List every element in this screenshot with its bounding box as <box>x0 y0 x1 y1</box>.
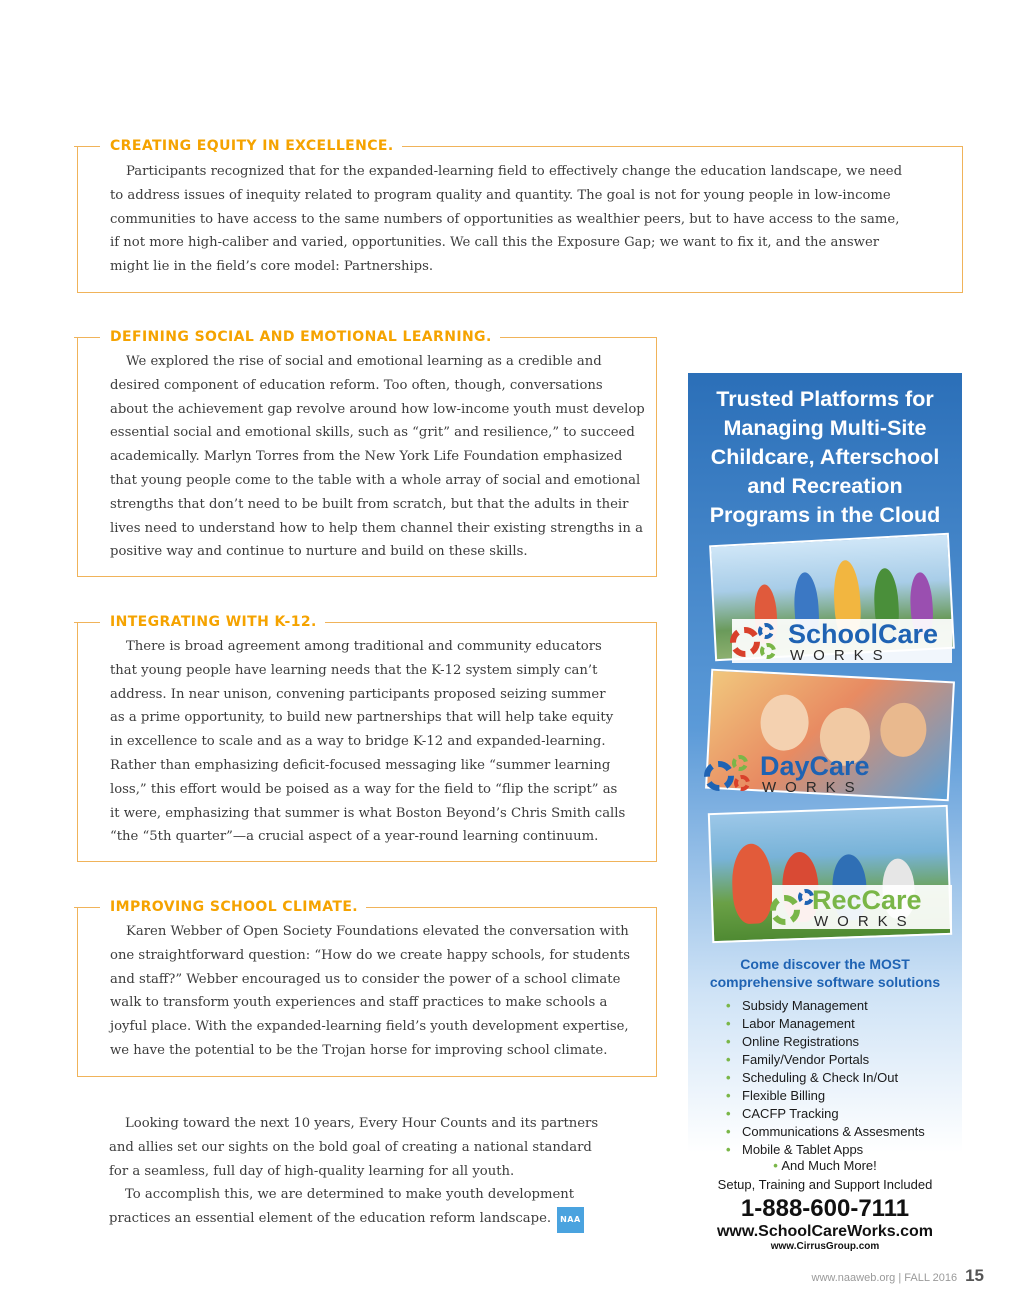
text-line: that young people have learning needs that the K-12 system simply can’t <box>110 662 598 678</box>
feature-item: • Labor Management <box>726 1015 925 1033</box>
ad-title <box>688 385 962 530</box>
ad-title-line: Trusted Platforms for <box>716 387 934 411</box>
text-line: To accomplish this, we are determined to make youth development <box>125 1187 575 1203</box>
brand-name: SchoolCare <box>788 619 939 649</box>
ad-title-line: Programs in the Cloud <box>709 503 941 527</box>
section-k12 <box>77 614 657 862</box>
text-line: as a prime opportunity, to build new partnerships that will help take equity <box>110 710 614 726</box>
gear-icon <box>732 755 748 771</box>
page-number: 15 <box>965 1266 984 1285</box>
reccare-brand <box>772 885 952 929</box>
gear-icon <box>758 623 774 639</box>
text-line: practices an essential element of the education reform landscape. <box>109 1211 552 1227</box>
text-line: Rather than emphasizing deficit-focused messaging like “summer learning <box>110 757 611 773</box>
section-body <box>110 160 940 279</box>
setup-text: Setup, Training and Support Included <box>717 1177 933 1192</box>
text-line: Karen Webber of Open Society Foundations elevated the conversation with <box>126 924 629 939</box>
advertisement[interactable] <box>688 373 962 1259</box>
naa-logo-badge: NAA <box>557 1207 584 1233</box>
text-line: joyful place. With the expanded-learning field’s youth development expertise, <box>110 1019 629 1035</box>
text-line: might lie in the field’s core model: Partnerships. <box>110 259 434 275</box>
ad-title-line: and Recreation <box>747 474 903 498</box>
schoolcare-brand <box>732 619 952 663</box>
text-line: about the achievement gap revolve around how low-income youth must develop <box>110 401 645 417</box>
text-line: for a seamless, full day of high-quality learning for all youth. <box>109 1163 515 1179</box>
schoolcareworks-link[interactable]: www.SchoolCareWorks.com <box>716 1223 934 1240</box>
feature-item: • Online Registrations <box>726 1033 925 1051</box>
text-line: and staff?” Webber encouraged us to consider the power of a school climate <box>110 971 621 987</box>
text-line: loss,” this effort would be poised as a way for the field to “flip the script” as <box>110 781 618 797</box>
section-body <box>110 635 650 849</box>
text-line: in excellence to scale and as a way to bridge K-12 and expanded-learning. <box>110 734 606 750</box>
section-sel <box>77 329 657 577</box>
phone-number[interactable]: 1-888-600-7111 <box>740 1195 910 1222</box>
cirrusgroup-link[interactable]: www.CirrusGroup.com <box>770 1241 880 1252</box>
text-line-last <box>109 1207 629 1233</box>
section-climate <box>77 899 657 1077</box>
text-line: Looking toward the next 10 years, Every Hour Counts and its partners <box>125 1116 599 1131</box>
text-line: that young people come to the table with a whole array of social and emotional <box>110 472 641 488</box>
text-line: and allies set our sights on the bold goal of creating a national standard <box>109 1139 592 1155</box>
text-line: communities to have access to the same numbers of opportunities as wealthier peers, but to have access to the same, <box>110 211 900 227</box>
discover-line: Come discover the MOST <box>740 956 910 972</box>
feature-item: • Flexible Billing <box>726 1087 925 1105</box>
text-line: lives need to understand how to help them channel their existing strengths in a <box>110 520 643 536</box>
feature-item: • Scheduling & Check In/Out <box>726 1069 925 1087</box>
ad-title-line: Childcare, Afterschool <box>710 445 940 469</box>
text-line: strengths that don’t need to be built from scratch, but that the adults in their <box>110 496 629 512</box>
text-line: if not more high-caliber and varied, opportunities. We call this the Exposure Gap; we want to fix it, and the answer <box>110 235 880 251</box>
section-heading: IMPROVING SCHOOL CLIMATE. <box>100 897 366 917</box>
brand-works: WORKS <box>814 913 916 930</box>
section-body <box>110 350 650 564</box>
text-line: we have the potential to be the Trojan horse for improving school climate. <box>110 1042 608 1058</box>
brand-works: WORKS <box>762 779 864 796</box>
closing-text <box>109 1112 629 1233</box>
ad-title-line: Managing Multi-Site <box>723 416 927 440</box>
brand-works: WORKS <box>790 647 892 664</box>
gear-icon <box>760 643 776 659</box>
and-more-text: • And Much More! <box>773 1158 877 1173</box>
feature-item: • Subsidy Management <box>726 997 925 1015</box>
ad-discover-text <box>688 955 962 991</box>
discover-line: comprehensive software solutions <box>709 974 941 990</box>
text-line: positive way and continue to nurture and build on these skills. <box>110 544 528 560</box>
feature-item: • Mobile & Tablet Apps <box>726 1141 925 1159</box>
text-line: walk to transform youth experiences and staff practices to make schools a <box>110 995 608 1011</box>
text-line: Participants recognized that for the expanded-learning field to effectively change the education landscape, we need <box>126 164 903 179</box>
section-equity <box>77 138 963 293</box>
feature-item: • Communications & Assesments <box>726 1123 925 1141</box>
text-line: address. In near unison, convening participants proposed seizing summer <box>110 686 606 702</box>
feature-list <box>726 997 925 1159</box>
text-line: one straightforward question: “How do we create happy schools, for students <box>110 947 631 963</box>
text-line: it were, emphasizing that summer is what Boston Beyond’s Chris Smith calls <box>110 805 626 821</box>
page-footer <box>812 1266 984 1286</box>
feature-item: • CACFP Tracking <box>726 1105 925 1123</box>
gear-icon <box>734 775 750 791</box>
gear-icon <box>730 627 760 657</box>
text-line: to address issues of inequity related to program quality and quantity. The goal is not for young people in low-income <box>110 187 891 203</box>
text-line: “the “5th quarter”—a crucial aspect of a year-round learning continuum. <box>110 829 599 845</box>
text-line: We explored the rise of social and emotional learning as a credible and <box>126 354 602 369</box>
feature-item: • Family/Vendor Portals <box>726 1051 925 1069</box>
gear-icon <box>770 895 800 925</box>
text-line: academically. Marlyn Torres from the New York Life Foundation emphasized <box>110 449 623 465</box>
section-heading: INTEGRATING WITH K-12. <box>100 612 325 632</box>
section-heading: CREATING EQUITY IN EXCELLENCE. <box>100 136 402 156</box>
section-body <box>110 920 650 1063</box>
gear-icon <box>704 761 734 791</box>
text-line: There is broad agreement among traditional and community educators <box>126 639 602 654</box>
text-line: essential social and emotional skills, such as “grit” and resilience,” to succeed <box>110 425 635 441</box>
daycare-brand <box>704 751 904 795</box>
brand-name: DayCare <box>760 751 870 781</box>
footer-site[interactable]: www.naaweb.org | FALL 2016 <box>811 1272 958 1284</box>
section-heading: DEFINING SOCIAL AND EMOTIONAL LEARNING. <box>100 327 500 347</box>
and-more-label: And Much More! <box>781 1158 877 1173</box>
brand-name: RecCare <box>812 885 922 915</box>
text-line: desired component of education reform. Too often, though, conversations <box>110 377 603 393</box>
